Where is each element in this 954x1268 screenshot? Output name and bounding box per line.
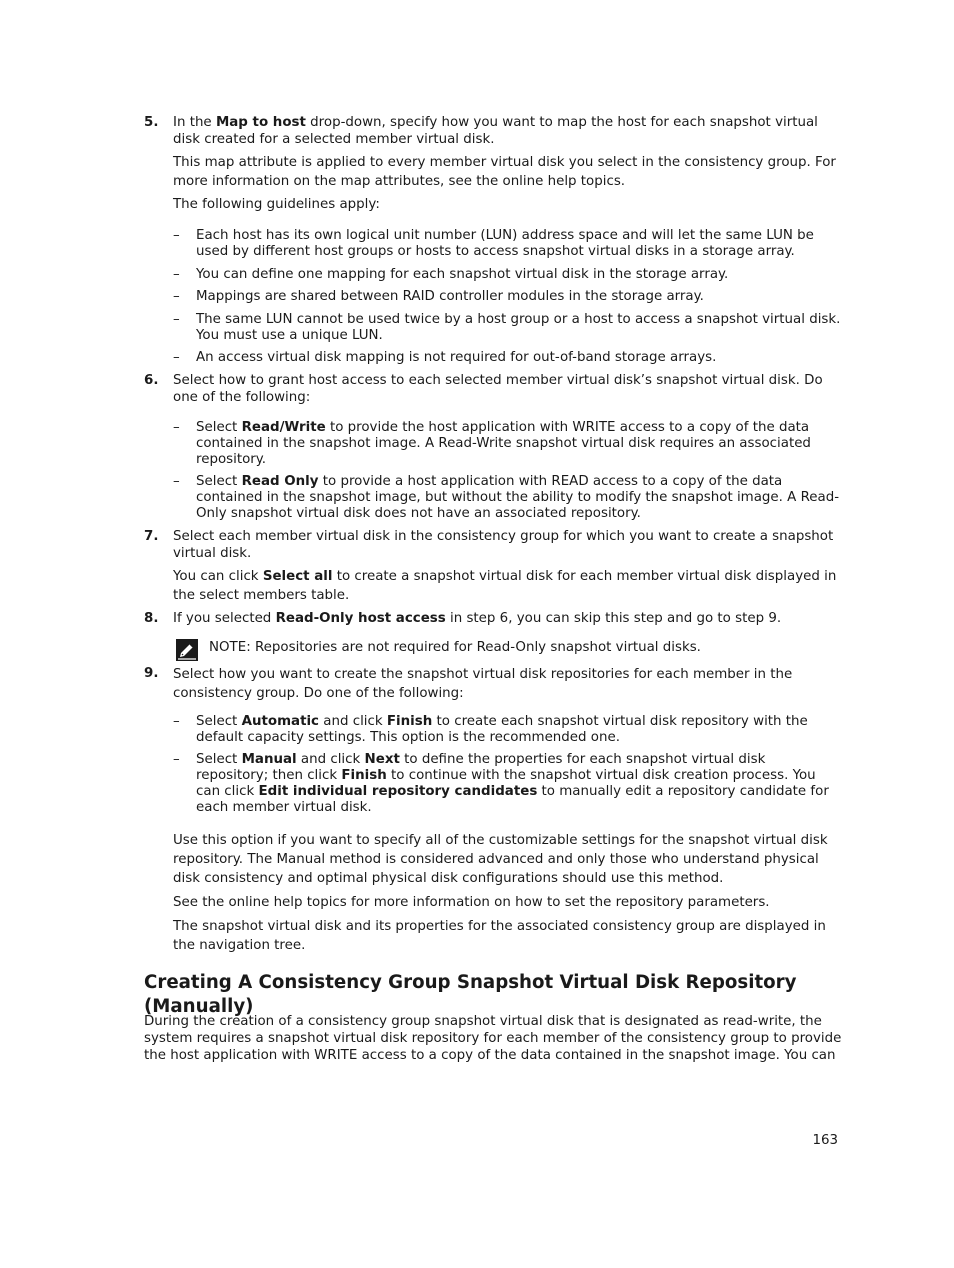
paragraph: This map attribute is applied to every member virtual disk you select in the consistency group. For more information on the map attributes, see the online help topics.: [173, 155, 836, 189]
ui-term: Finish: [386, 714, 433, 729]
paragraph: You can click Select all to create a snapshot virtual disk for each member virtual disk displayed in the select members table.: [173, 569, 837, 603]
document-page: 5. In the Map to host drop-down, specify how you want to map the host for each snapshot virtual disk created for a selected member virtual disk. This map attribute is applied to every member virtual disk you select in the consistency group. For more information on the map attributes, see the online help topics. The following guidelines apply: – Each host has its own logical unit number (LUN) address space and will let the same LUN be used by different host groups or hosts to access snapshot virtual disks in a storage array. – You can define one mapping for each snapshot virtual disk in the storage array. – Mappings are shared between RAID controller modules in the storage array. – The same LUN cannot be used twice by a host group or a host to access a snapshot virtual disk. You must use a unique LUN. – An access virtual disk mapping is not required for out-of-band storage arrays. 6. Select how to grant host access to each selected member virtual disk’s snapshot virtual disk. Do one of the following: – Select Read/Write to provide the host application with WRITE access to a copy of the data contained in the snapshot image. A Read-Write snapshot virtual disk requires an associated repository. – Select Read Only to provide a host application with READ access to a copy of the data contained in the snapshot image, but without the ability to modify the snapshot image. A Read-Only snapshot virtual disk does not have an associated repository. 7. Select each member virtual disk in the consistency group for which you want to create a snapshot virtual disk. You can click Select all to create a snapshot virtual disk for each member virtual disk displayed in the select members table. 8. If you selected Read-Only host access in step 6, you can skip this step and go to step 9. NOTE: Repositories are not required for Read-Only snapshot virtual disks. 9. Select how you want to create the snapshot virtual disk repositories for each member in the consistency group. Do one of the following: – Select Automatic and click Finish to create each snapshot virtual disk repository with the default capacity settings. This option is the recommended one. – Select Manual and click Next to define the properties for each snapshot virtual disk repository; then click Finish to continue with the snapshot virtual disk creation process. You can click Edit individual repository candidates to manually edit a repository candidate for each member virtual disk. Use this option if you want to specify all of the customizable settings for the snapshot virtual disk repository. The Manual method is considered advanced and only those who understand physical disk consistency and optimal physical disk configurations should use this method. See the online help topics for more information on how to set the repository parameters. The snapshot virtual disk and its properties for the associated consistency group are displayed in the navigation tree. Creating A Consistency Group Snapshot Virtual Disk Repository (Manually) During the creation of a consistency group snapshot virtual disk that is designated as read-write, the system requires a snapshot virtual disk repository for each member of the consistency group to provide the host application with WRITE access to a copy of the data contained in the snapshot image. You can 163: [0, 0, 954, 1268]
ui-term: Manual: [241, 752, 297, 767]
ui-term: Read-Only host access: [275, 611, 446, 626]
ui-term: Finish: [341, 768, 387, 783]
ui-term: Automatic: [241, 714, 319, 729]
section-intro: During the creation of a consistency group snapshot virtual disk that is designated as read-write, the system requires a snapshot virtual disk repository for each member of the consistency group to provide the host application with WRITE access to a copy of the data contained in the snapshot image. You can: [144, 1014, 842, 1063]
note-callout: [175, 638, 845, 662]
paragraph: The following guidelines apply:: [173, 197, 380, 212]
step-number: 8.: [144, 611, 159, 626]
step-text: Select how you want to create the snapshot virtual disk repositories for each member in the consistency group. Do one of the following:: [173, 667, 793, 701]
section-heading: Creating A Consistency Group Snapshot Virtual Disk Repository (Manually): [144, 972, 797, 1017]
page-number: 163: [812, 1133, 838, 1148]
paragraph: The snapshot virtual disk and its properties for the associated consistency group are displayed in the navigation tree.: [173, 919, 826, 953]
paragraph: Use this option if you want to specify all of the customizable settings for the snapshot virtual disk repository. The Manual method is considered advanced and only those who understand physical disk consistency and optimal physical disk configurations should use this method.: [173, 833, 828, 886]
ui-term: Read Only: [241, 474, 319, 489]
step-text: Select how to grant host access to each selected member virtual disk’s snapshot virtual disk. Do one of the following:: [173, 373, 823, 405]
paragraph: See the online help topics for more information on how to set the repository parameters.: [173, 895, 770, 910]
note-text: NOTE: Repositories are not required for Read-Only snapshot virtual disks.: [209, 640, 701, 655]
step-number: 9.: [144, 666, 159, 681]
ui-term: Edit individual repository candidates: [258, 784, 538, 799]
ui-term: Next: [364, 752, 400, 767]
ui-term: Read/Write: [241, 420, 326, 435]
step-number: 7.: [144, 529, 159, 544]
step-text: In the Map to host drop-down, specify how you want to map the host for each snapshot virtual disk created for a selected member virtual disk.: [173, 115, 818, 147]
step-number: 6.: [144, 373, 159, 388]
ui-term: Map to host: [215, 115, 306, 130]
step-text: Select each member virtual disk in the consistency group for which you want to create a snapshot virtual disk.: [173, 529, 834, 561]
step-number: 5.: [144, 115, 159, 130]
ui-term: Select all: [262, 569, 333, 584]
step-text: If you selected Read-Only host access in step 6, you can skip this step and go to step 9.: [173, 611, 782, 626]
note-pencil-icon: [175, 638, 199, 662]
